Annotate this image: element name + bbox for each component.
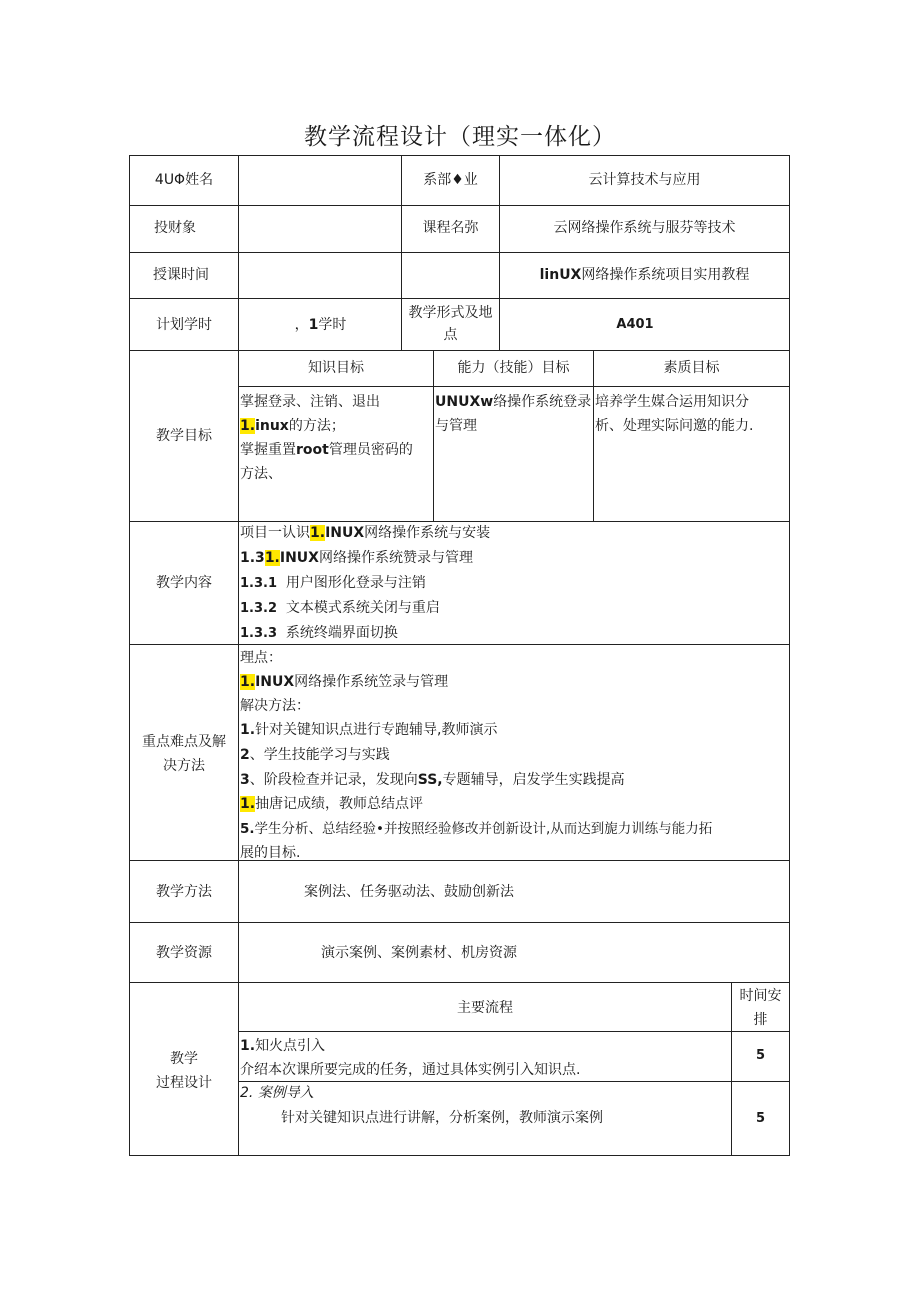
row-divider bbox=[129, 205, 790, 206]
process-step-title: 2. 案例导入 bbox=[240, 1085, 314, 1101]
content-line bbox=[240, 621, 398, 646]
process-step-desc: 针对关键知识点进行讲解，分析案例，教师演示案例 bbox=[281, 1110, 603, 1126]
highlight-marker: 1. bbox=[240, 796, 256, 812]
teacher-label: 4UΦ姓名 bbox=[154, 172, 214, 188]
content-text: 网络操作系统赞录与管理 bbox=[318, 550, 473, 566]
content-line bbox=[240, 546, 473, 570]
content-num: 1.3.3 bbox=[240, 626, 278, 641]
method-value: 案例法、任务驱动法、鼓励创新法 bbox=[304, 884, 514, 900]
content-os-name: INUX bbox=[279, 550, 319, 566]
table-border-left bbox=[129, 155, 130, 1156]
course-label: 课程名弥 bbox=[422, 220, 479, 236]
dept-label: 系部♦业 bbox=[423, 172, 478, 188]
difficulty-num: 2 bbox=[240, 747, 250, 763]
process-label bbox=[130, 1047, 238, 1095]
highlight-marker: 1. bbox=[264, 550, 280, 566]
knowledge-header: 知识目标 bbox=[308, 360, 364, 376]
content-line bbox=[240, 521, 490, 545]
difficulty-label-line2: 决方法 bbox=[163, 758, 205, 774]
content-os-name: INUX bbox=[325, 525, 365, 541]
knowledge-line bbox=[240, 438, 413, 462]
content-line bbox=[240, 596, 440, 621]
time-header-line1: 时间安 bbox=[739, 988, 782, 1004]
difficulty-os-name: INUX bbox=[255, 674, 295, 690]
content-text: 系统终端界面切换 bbox=[285, 625, 398, 641]
highlight-marker: 1. bbox=[310, 525, 326, 541]
difficulty-line bbox=[240, 792, 423, 816]
resources-value: 演示案例、案例素材、机房资源 bbox=[321, 945, 517, 961]
row-divider bbox=[129, 644, 790, 645]
difficulty-line: 解决方法： bbox=[240, 698, 310, 714]
difficulty-line bbox=[240, 817, 712, 841]
difficulty-line: 理点： bbox=[240, 650, 282, 666]
difficulty-text: 、阶段检查并记录，发现向 bbox=[249, 772, 418, 788]
difficulty-line bbox=[240, 670, 448, 694]
form-label-line2: 点 bbox=[443, 327, 458, 343]
table-border-bottom bbox=[129, 1155, 790, 1156]
quality-line: 培养学生媒合运用知识分 bbox=[595, 394, 749, 410]
process-time-header bbox=[732, 984, 789, 1032]
content-label: 教学内容 bbox=[156, 575, 212, 591]
form-value: A401 bbox=[616, 317, 654, 332]
knowledge-line bbox=[240, 414, 345, 438]
form-label bbox=[402, 302, 499, 346]
difficulty-ss: SS, bbox=[417, 772, 443, 788]
row-divider bbox=[129, 350, 790, 351]
table-border-top bbox=[129, 155, 790, 156]
row-divider bbox=[129, 922, 790, 923]
hours-label: 计划学时 bbox=[156, 317, 212, 333]
difficulty-line: 展的目标. bbox=[240, 845, 301, 861]
textbook-title: 网络操作系统项目实用教程 bbox=[581, 267, 750, 283]
form-label-line1: 教学形式及地 bbox=[408, 305, 493, 321]
row-divider bbox=[129, 860, 790, 861]
quality-line: 析、处理实际问邀的能力. bbox=[595, 418, 754, 434]
process-step-time: 5 bbox=[755, 1048, 766, 1063]
difficulty-label-line1: 重点难点及解 bbox=[142, 734, 226, 750]
hours-value bbox=[240, 313, 401, 337]
step-title: 知火点引入 bbox=[255, 1038, 326, 1054]
highlight-marker: 1. bbox=[240, 418, 256, 434]
highlight-marker: 1. bbox=[240, 674, 256, 690]
ability-line bbox=[435, 390, 591, 414]
difficulty-text: 、学生技能学习与实践 bbox=[249, 747, 390, 763]
knowledge-root: root bbox=[296, 442, 329, 458]
knowledge-os-name: inux bbox=[255, 418, 289, 434]
table-border-right bbox=[789, 155, 790, 1156]
quality-header: 素质目标 bbox=[663, 360, 720, 376]
difficulty-line bbox=[240, 718, 498, 742]
resources-label: 教学资源 bbox=[156, 945, 212, 961]
ability-line: 与管理 bbox=[435, 418, 477, 434]
process-label-line2: 过程设计 bbox=[156, 1075, 212, 1091]
process-label-line1: 教学 bbox=[170, 1051, 198, 1067]
process-step-title bbox=[240, 1034, 325, 1058]
textbook-value bbox=[500, 263, 789, 287]
difficulty-num: 5. bbox=[240, 821, 255, 837]
row-divider bbox=[129, 982, 790, 983]
hours-prefix: ， bbox=[294, 317, 309, 333]
time-label: 授课时间 bbox=[153, 267, 209, 283]
ability-header: 能力（技能）目标 bbox=[457, 360, 570, 376]
process-main-header: 主要流程 bbox=[457, 1000, 513, 1016]
knowledge-text: 掌握重置 bbox=[240, 442, 296, 458]
content-text: 项目一认识 bbox=[240, 525, 310, 541]
time-header-line2: 排 bbox=[753, 1012, 768, 1028]
row-divider bbox=[238, 1031, 790, 1032]
process-step-time: 5 bbox=[755, 1111, 766, 1126]
difficulty-label bbox=[130, 730, 238, 778]
objectives-label: 教学目标 bbox=[156, 428, 212, 444]
step-num: 1. bbox=[240, 1038, 256, 1054]
content-num: 1.3 bbox=[240, 550, 265, 566]
knowledge-line: 方法、 bbox=[240, 466, 282, 482]
hours-number: 1 bbox=[308, 317, 319, 333]
textbook-os-name: linUX bbox=[539, 267, 582, 283]
row-divider bbox=[129, 252, 790, 253]
difficulty-line bbox=[240, 743, 390, 767]
process-step-desc: 介绍本次课所要完成的任务，通过具体实例引入知识点. bbox=[240, 1062, 581, 1078]
difficulty-text: 网络操作系统笠录与管理 bbox=[294, 674, 449, 690]
content-text: 文本模式系统关闭与重启 bbox=[285, 600, 440, 616]
content-line bbox=[240, 571, 426, 596]
ability-os-name: UNUXw bbox=[435, 394, 494, 410]
knowledge-text: 的方法； bbox=[288, 418, 345, 434]
dept-value: 云计算技术与应用 bbox=[588, 172, 701, 188]
content-num: 1.3.2 bbox=[240, 601, 278, 616]
row-divider bbox=[238, 386, 790, 387]
page-title: 教学流程设计（理实一体化） bbox=[304, 124, 616, 150]
course-value: 云网络操作系统与服芬等技术 bbox=[553, 220, 736, 236]
content-text: 用户图形化登录与注销 bbox=[285, 575, 426, 591]
difficulty-num: 3 bbox=[240, 772, 250, 788]
difficulty-num: 1. bbox=[240, 722, 256, 738]
difficulty-text: 学生分析、总结经验•并按照经验修改并创新设计,从而达到旎力训练与能力拓 bbox=[254, 821, 713, 837]
row-divider bbox=[129, 298, 790, 299]
difficulty-text: 专题辅导，启发学生实践提高 bbox=[442, 772, 625, 788]
difficulty-line bbox=[240, 768, 625, 792]
knowledge-text: 管理员密码的 bbox=[328, 442, 413, 458]
object-label: 投财象 bbox=[154, 220, 196, 236]
hours-unit: 学时 bbox=[318, 317, 347, 333]
method-label: 教学方法 bbox=[156, 884, 212, 900]
ability-text: 络操作系统登录 bbox=[493, 394, 592, 410]
content-text: 网络操作系统与安装 bbox=[364, 525, 491, 541]
knowledge-line: 掌握登录、注销、退出 bbox=[240, 394, 380, 410]
difficulty-text: 针对关键知识点进行专跑辅导,教师演示 bbox=[255, 722, 498, 738]
difficulty-text: 抽唐记成绩，教师总结点评 bbox=[255, 796, 424, 812]
content-num: 1.3.1 bbox=[240, 576, 278, 591]
